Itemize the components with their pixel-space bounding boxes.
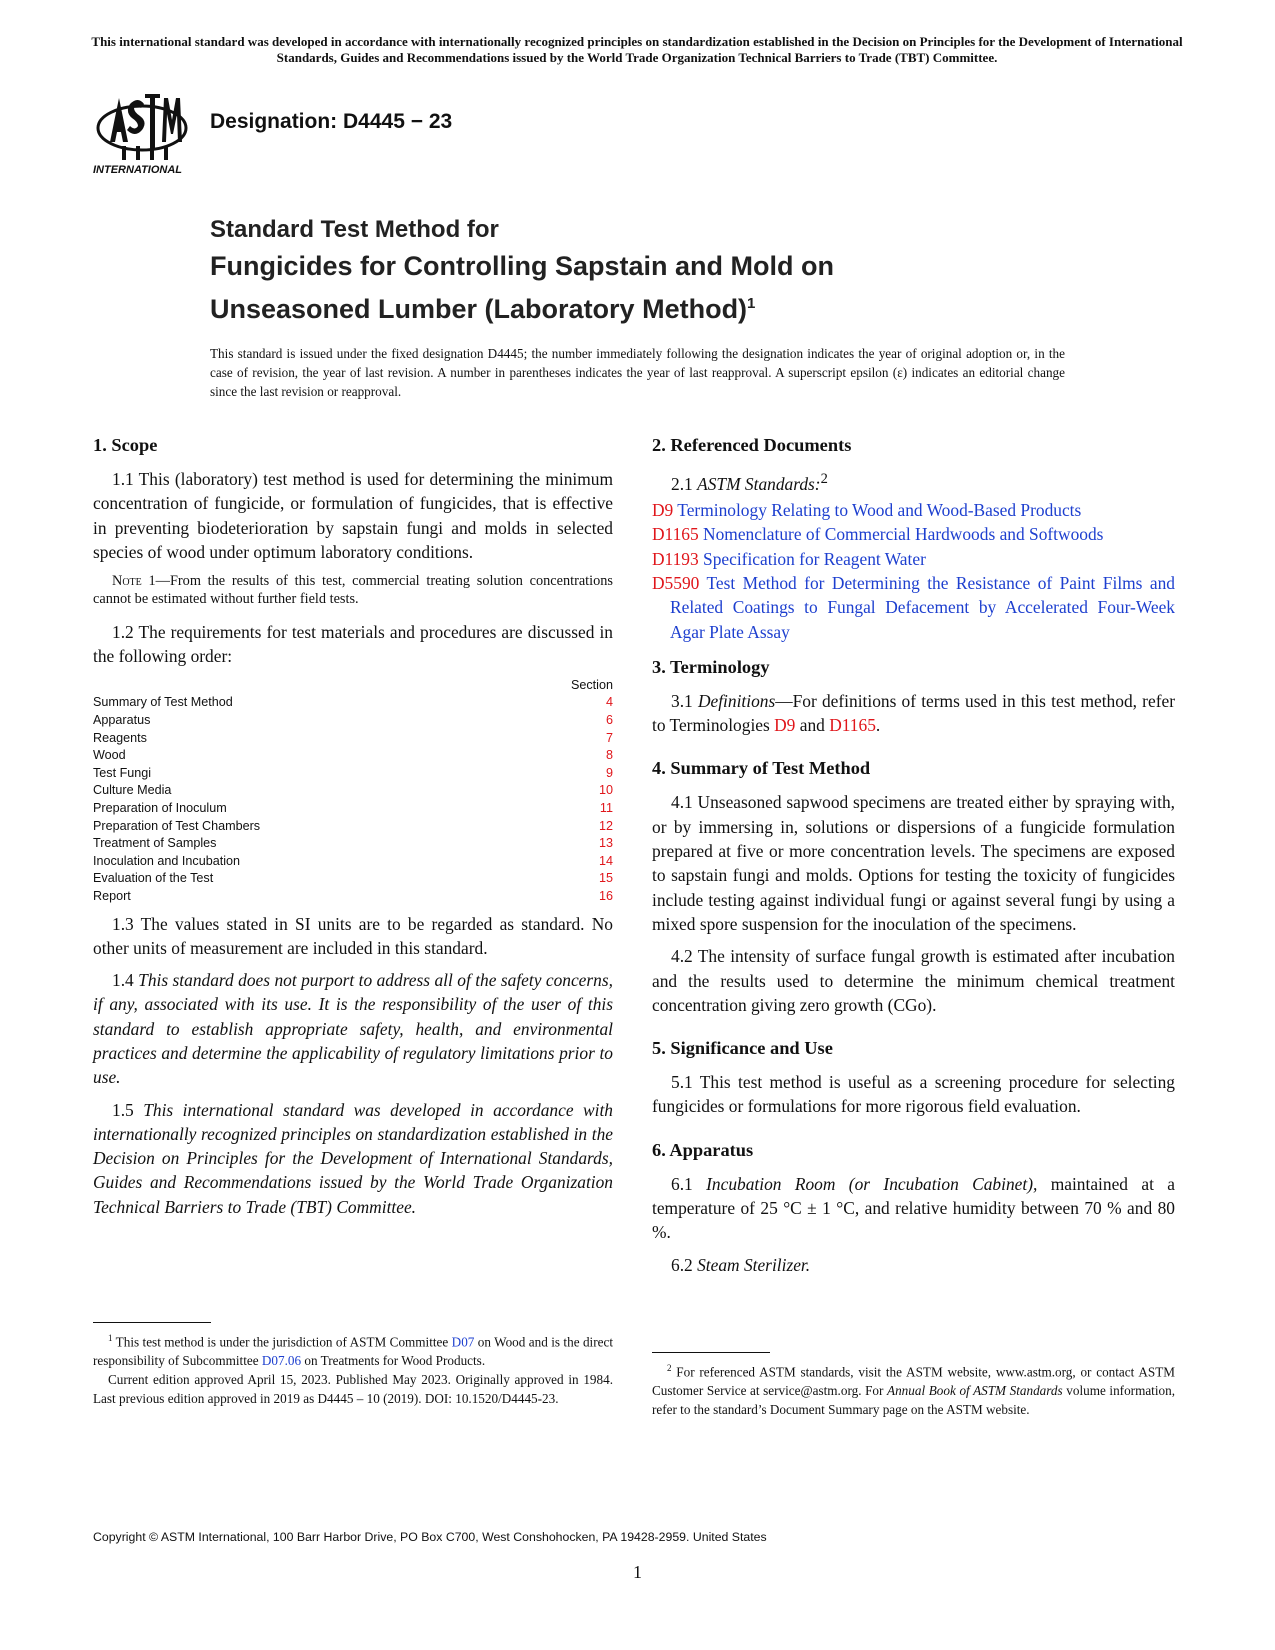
section-table-row	[93, 800, 613, 818]
left-column	[93, 434, 613, 1227]
reference-item[interactable]	[652, 547, 1175, 571]
section-table-link[interactable]: 8	[605, 748, 613, 763]
section-table-link[interactable]: 14	[598, 853, 613, 868]
reference-code[interactable]: D1165	[652, 524, 699, 545]
title-line-2: Fungicides for Controlling Sapstain and Mold on	[210, 251, 834, 281]
reference-item[interactable]	[652, 571, 1175, 644]
section-table-row	[93, 782, 613, 800]
footnote-1-text-a: This test method is under the jurisdiction of ASTM Committee	[112, 1334, 452, 1350]
section-heading-scope: 1. Scope	[93, 435, 158, 455]
section-table-label: Evaluation of the Test	[93, 871, 214, 886]
section-table-row	[93, 835, 613, 853]
footnotes-right	[652, 1352, 1175, 1419]
reference-code[interactable]: D9	[652, 500, 674, 521]
para-1-5-number: 1.5	[112, 1099, 144, 1120]
section-heading-terminology: 3. Terminology	[652, 656, 770, 677]
logo-wordmark: INTERNATIONAL	[93, 164, 183, 176]
para-1-3: 1.3 The values stated in SI units are to be regarded as standard. No other units of measurement are included in this standard.	[93, 913, 613, 958]
section-table-row	[93, 818, 613, 836]
section-table-label: Preparation of Inoculum	[93, 800, 227, 815]
section-table-label: Culture Media	[93, 783, 172, 798]
para-6-2-number: 6.2	[671, 1254, 698, 1275]
section-table-label: Test Fungi	[93, 765, 152, 780]
section-table-link[interactable]: 11	[599, 800, 613, 815]
note-text: 1—From the results of this test, commercial treating solution concentrations cannot be estimated without further field tests.	[93, 573, 613, 608]
para-2-1-text: ASTM Standards:	[697, 473, 821, 494]
section-table-row	[93, 712, 613, 730]
section-heading-significance: 5. Significance and Use	[652, 1038, 833, 1059]
footnote-mark-2: 2	[820, 471, 828, 487]
reference-code[interactable]: D5590	[652, 572, 700, 593]
para-3-1-and: and	[795, 715, 830, 736]
reference-title[interactable]: Specification for Reagent Water	[698, 548, 926, 569]
link-d07-06[interactable]: D07.06	[261, 1353, 302, 1369]
reference-title[interactable]: Test Method for Determining the Resistance of Paint Films and Related Coatings to Fungal Defacement by Accelerated Four-Week Agar Plate Assay	[670, 572, 1175, 642]
right-column	[652, 434, 1175, 1285]
title-block	[210, 215, 834, 326]
section-table-label: Summary of Test Method	[93, 695, 233, 710]
title-line-3-text: Unseasoned Lumber (Laboratory Method)	[210, 294, 748, 324]
issue-note: This standard is issued under the fixed designation D4445; the number immediately following the designation indicates the year of original adoption or, in the case of revision, the year of last revision. A number in parentheses indicates the year of last reapproval. A superscript epsilon (ε) indicates an editorial change since the last revision or reapproval.	[210, 346, 1065, 399]
section-table-header: Section	[570, 677, 613, 692]
section-heading-referenced: 2. Referenced Documents	[652, 435, 852, 455]
para-1-2: 1.2 The requirements for test materials and procedures are discussed in the following order:	[93, 622, 613, 667]
section-table-label: Report	[93, 888, 131, 903]
referenced-documents	[652, 467, 1175, 644]
section-table-row	[93, 765, 613, 783]
para-1-4-text: This standard does not purport to address all of the safety concerns, if any, associated with its use. It is the responsibility of the user of this standard to establish appropriate safety, health, and environmental practices and determine the applicability of regulatory limitations prior to use.	[93, 970, 613, 1088]
section-table-label: Treatment of Samples	[93, 836, 217, 851]
title-line-3	[210, 287, 834, 326]
section-table-link[interactable]: 13	[598, 836, 613, 851]
link-d07[interactable]: D07	[451, 1334, 475, 1350]
para-5-1: 5.1 This test method is useful as a screening procedure for selecting fungicides or formulations for more rigorous field evaluation.	[652, 1072, 1175, 1117]
para-6-2	[652, 1253, 1175, 1277]
para-1-4	[93, 968, 613, 1089]
para-3-1	[652, 689, 1175, 738]
footnote-2	[652, 1359, 1175, 1419]
designation: Designation: D4445 − 23	[210, 110, 453, 133]
astm-logo-graphic	[92, 84, 197, 176]
reference-title[interactable]: Terminology Relating to Wood and Wood-Based Products	[673, 500, 1082, 521]
astm-logo	[92, 84, 197, 176]
footnote-2-mark: 2	[667, 1363, 672, 1373]
footnote-2-italic: Annual Book of ASTM Standards	[887, 1383, 1063, 1399]
section-table-link[interactable]: 7	[605, 730, 613, 745]
section-table-label: Reagents	[93, 730, 147, 745]
note-label: Note	[112, 573, 142, 590]
section-table-row	[93, 853, 613, 871]
para-2-1-number: 2.1	[671, 473, 698, 494]
para-4-2: 4.2 The intensity of surface fungal growth is estimated after incubation and the results used to determine the minimum chemical treatment concentration giving zero growth (CGo).	[652, 946, 1175, 1015]
section-heading-apparatus: 6. Apparatus	[652, 1139, 754, 1160]
section-table-link[interactable]: 6	[605, 712, 613, 727]
section-table-link[interactable]: 4	[605, 695, 613, 710]
para-6-1-text: maintained at a temperature of 25 °C ± 1 °C, and relative humidity between 70 % and 80 %.	[652, 1173, 1175, 1243]
section-table-row	[93, 694, 613, 712]
para-3-1-number: 3.1	[671, 690, 698, 711]
section-table-link[interactable]: 10	[598, 783, 613, 798]
section-table	[93, 677, 613, 906]
para-6-1	[652, 1172, 1175, 1245]
para-3-1-term: Definitions	[697, 690, 776, 711]
link-d1165[interactable]: D1165	[829, 715, 876, 736]
section-table-label: Inoculation and Incubation	[93, 853, 241, 868]
reference-item[interactable]	[652, 498, 1175, 522]
footnote-1-text-b: on Wood and is the direct responsibility of Subcommittee	[93, 1334, 613, 1369]
footnote-1	[93, 1329, 613, 1370]
para-1-1: 1.1 This (laboratory) test method is used for determining the minimum concentration of fungicide, or formulation of fungicides, that is effective in preventing biodeterioration by sapstain fungi and molds in selected species of wood under optimum laboratory conditions.	[93, 469, 613, 562]
para-3-1-text: —For definitions of terms used in this test method, refer to Terminologies	[652, 690, 1175, 736]
note-1	[93, 572, 613, 608]
para-3-1-end: .	[875, 715, 881, 736]
page-number: 1	[633, 1562, 642, 1582]
para-4-1: 4.1 Unseasoned sapwood specimens are treated either by spraying with, or by immersing in, solutions or dispersions of a fungicide formulation prepared at five or more concentration levels. The specimens are exposed to sapstain fungi and molds. Options for testing the toxicity of fungicides include testing against individual fungi or against several fungi by using a mixed spore suspension for the inoculation of the specimens.	[652, 792, 1175, 934]
para-1-5	[93, 1098, 613, 1219]
section-table-row	[93, 888, 613, 906]
title-footnote-mark: 1	[747, 295, 756, 312]
footnote-1-edition: Current edition approved April 15, 2023. Published May 2023. Originally approved in 1984. Last previous edition approved in 2019 as D4445 – 10 (2019). DOI: 10.1520/D4445-23.	[93, 1372, 613, 1407]
section-table-label: Wood	[93, 748, 126, 763]
footnote-divider	[93, 1322, 211, 1323]
para-1-4-number: 1.4	[112, 970, 139, 991]
section-table-link[interactable]: 9	[605, 765, 613, 780]
reference-title[interactable]: Nomenclature of Commercial Hardwoods and Softwoods	[698, 524, 1104, 545]
section-table-row	[93, 747, 613, 765]
link-d9[interactable]: D9	[774, 715, 796, 736]
title-line-1: Standard Test Method for	[210, 216, 499, 243]
copyright: Copyright © ASTM International, 100 Barr Harbor Drive, PO Box C700, West Conshohocken, PA 19428-2959. United States	[93, 1530, 767, 1544]
section-table-row	[93, 730, 613, 748]
header-notice: This international standard was developed in accordance with internationally recognized principles on standardization established in the Decision on Principles for the Development of International Standards, Guides and Recommendations issued by the World Trade Organization Technical Barriers to Trade (TBT) Committee.	[91, 34, 1183, 65]
section-table-label: Preparation of Test Chambers	[93, 818, 261, 833]
section-table-link[interactable]: 12	[598, 818, 613, 833]
footnote-2-text-b: volume information, refer to the standard’s Document Summary page on the ASTM website.	[652, 1383, 1175, 1418]
reference-code[interactable]: D1193	[652, 548, 699, 569]
section-heading-summary: 4. Summary of Test Method	[652, 758, 871, 779]
section-table-link[interactable]: 16	[598, 888, 613, 903]
footnote-1-mark: 1	[108, 1333, 113, 1343]
section-table-link[interactable]: 15	[598, 871, 613, 886]
section-table-row	[93, 870, 613, 888]
footnotes-left	[93, 1322, 613, 1408]
footnote-divider	[652, 1352, 770, 1353]
para-1-5-text: This international standard was developed in accordance with internationally recognized principles on standardization established in the Decision on Principles for the Development of International Standards, Guides and Recommendations issued by the World Trade Organization Technical Barriers to Trade (TBT) Committee.	[93, 1099, 613, 1217]
section-table-label: Apparatus	[93, 712, 151, 727]
para-6-1-term: Incubation Room (or Incubation Cabinet),	[706, 1173, 1038, 1194]
para-6-1-number: 6.1	[671, 1173, 707, 1194]
footnote-2-text-a: For referenced ASTM standards, visit the ASTM website, www.astm.org, or contact ASTM Customer Service at service@astm.org. For	[652, 1364, 1175, 1399]
para-6-2-term: Steam Sterilizer.	[697, 1254, 811, 1275]
footnote-1-text-c: on Treatments for Wood Products.	[301, 1353, 486, 1369]
para-2-1	[652, 467, 1175, 496]
reference-item[interactable]	[652, 522, 1175, 546]
